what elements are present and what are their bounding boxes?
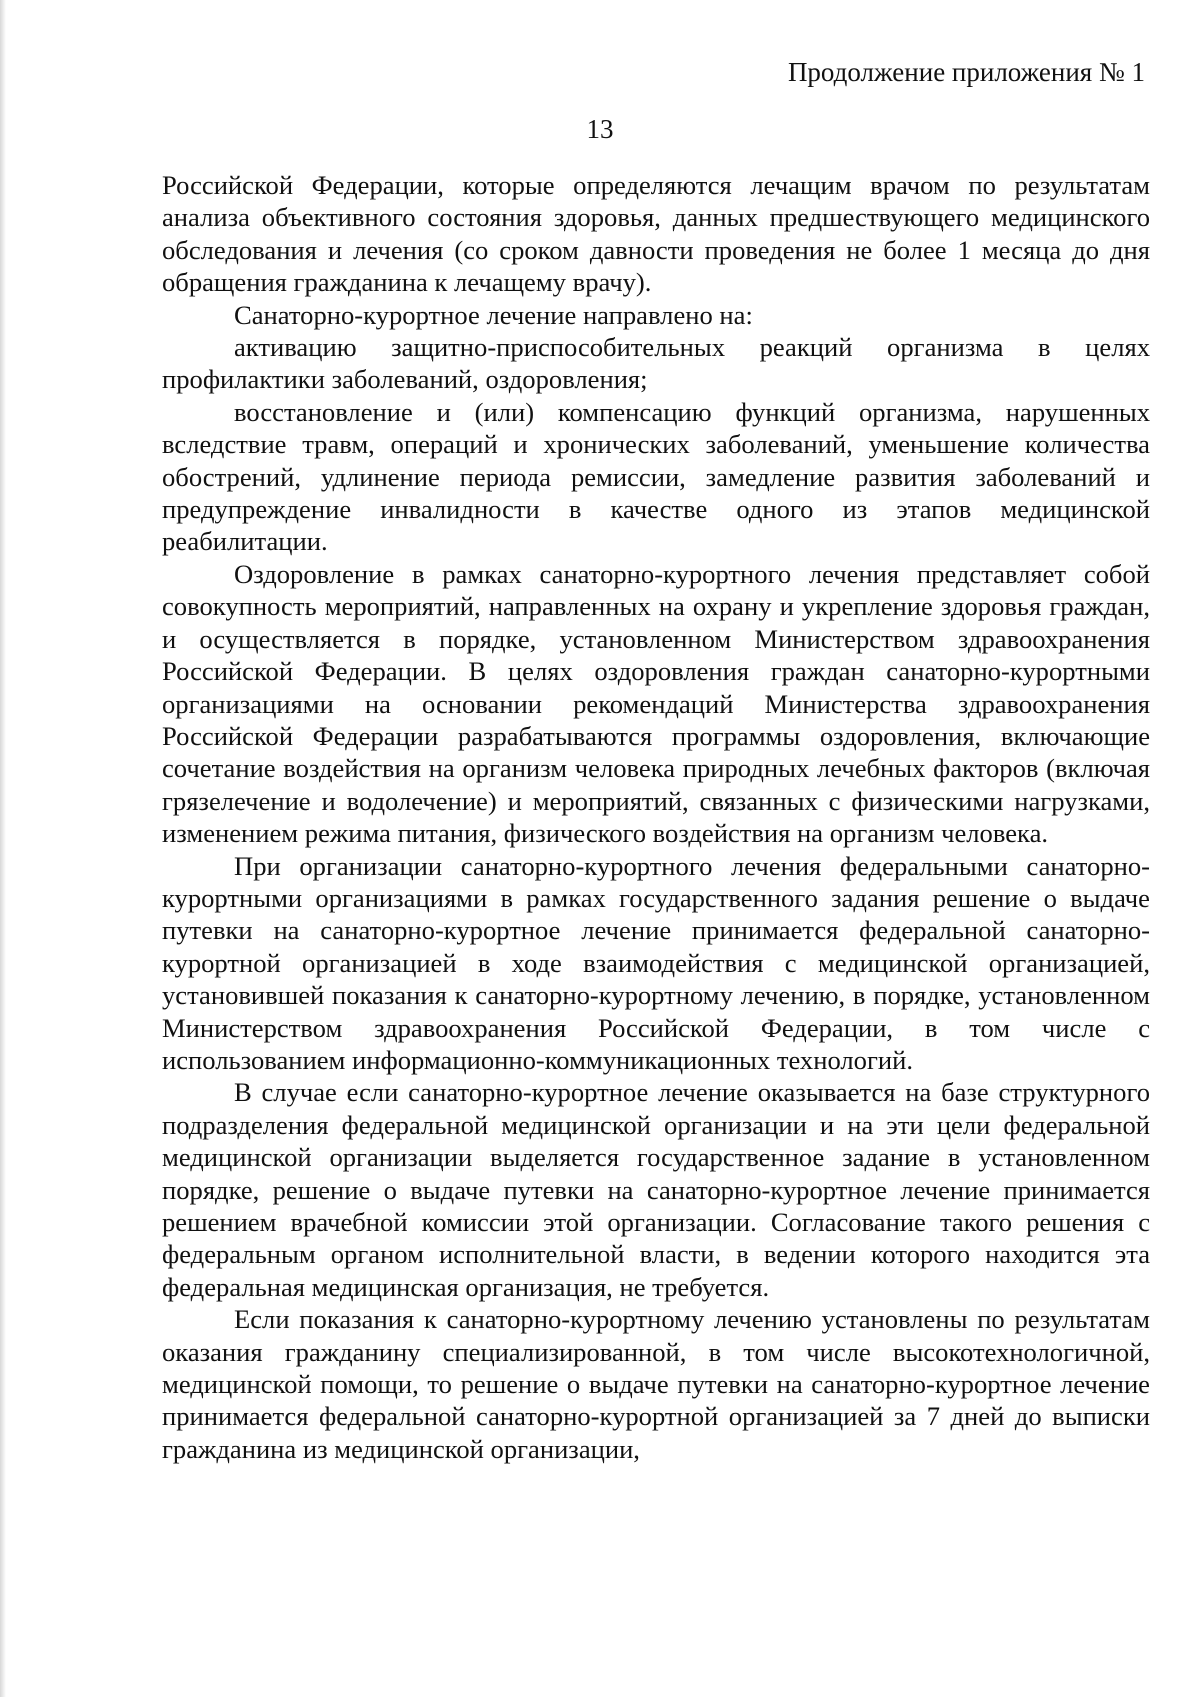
- paragraph-federal-organizations: При организации санаторно-курортного лечения федеральными санаторно-курортными организациями в рамках государственного задания решение о выдаче путевки на санаторно-курортное лечение принимается федеральной санаторно-курортной организацией в ходе взаимодействия с медицинской организацией, установившей показания к санаторно-курортному лечению, в порядке, установленном Министерством здравоохранения Российской Федерации, в том числе с использованием информационно-коммуникационных технологий.: [162, 850, 1150, 1075]
- paragraph-specialized-care: Если показания к санаторно-курортному лечению установлены по результатам оказания гражданину специализированной, в том числе высокотехнологичной, медицинской помощи, то решение о выдаче путевки на санаторно-курортное лечение принимается федеральной санаторно-курортной организацией за 7 дней до выписки гражданина из медицинской организации,: [162, 1304, 1150, 1464]
- paragraph-list-item-restoration: восстановление и (или) компенсацию функций организма, нарушенных вследствие травм, операций и хронических заболеваний, уменьшение количества обострений, удлинение периода ремиссии, замедление развития заболеваний и предупреждение инвалидности в качестве одного из этапов медицинской реабилитации.: [162, 396, 1150, 557]
- paragraph-continuation: Российской Федерации, которые определяются лечащим врачом по результатам анализа объективного состояния здоровья, данных предшествующего медицинского обследования и лечения (со сроком давности проведения не более 1 месяца до дня обращения гражданина к лечащему врачу).: [162, 170, 1150, 298]
- paragraph-intro-list: Санаторно-курортное лечение направлено на:: [234, 299, 753, 330]
- paragraph-list-item-activation: активацию защитно-приспособительных реакций организма в целях профилактики заболеваний, оздоровления;: [162, 332, 1150, 395]
- paragraph-structural-subdivision: В случае если санаторно-курортное лечение оказывается на базе структурного подразделения федеральной медицинской организации и на эти цели федеральной медицинской организации выделяется государственное задание в установленном порядке, решение о выдаче путевки на санаторно-курортное лечение принимается решением врачебной комиссии этой организации. Согласование такого решения с федеральным органом исполнительной власти, в ведении которого находится эта федеральная медицинская организация, не требуется.: [162, 1077, 1150, 1302]
- page-number: 13: [586, 114, 614, 144]
- appendix-continuation-header: Продолжение приложения № 1: [787, 57, 1145, 87]
- paragraph-health-improvement: Оздоровление в рамках санаторно-курортного лечения представляет собой совокупность мероприятий, направленных на охрану и укрепление здоровья граждан, и осуществляется в порядке, установленном Министерством здравоохранения Российской Федерации. В целях оздоровления граждан санаторно-курортными организациями на основании рекомендаций Министерства здравоохранения Российской Федерации разрабатываются программы оздоровления, включающие сочетание воздействия на организм человека природных лечебных факторов (включая грязелечение и водолечение) и мероприятий, связанных с физическими нагрузками, изменением режима питания, физического воздействия на организм человека.: [162, 558, 1150, 849]
- scan-edge-shadow: [0, 0, 6, 1697]
- document-body: [162, 169, 1150, 1465]
